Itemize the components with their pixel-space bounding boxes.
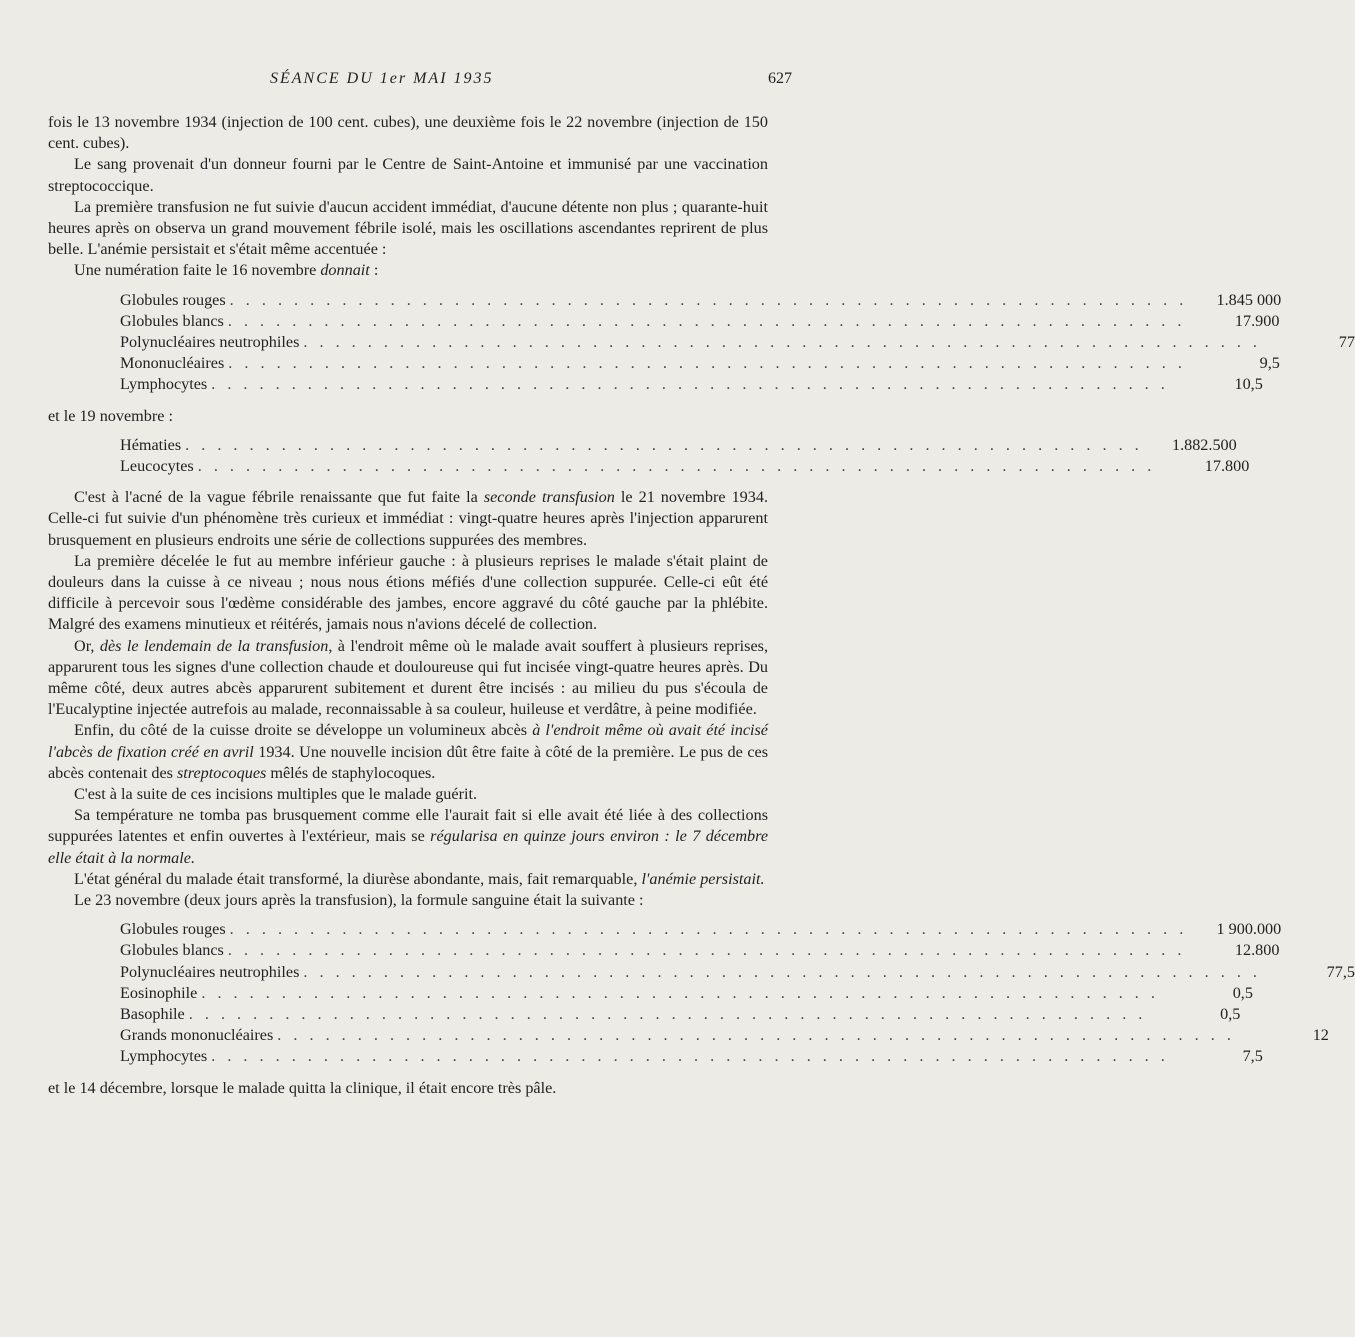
row-value: 77,5 [1326, 962, 1355, 981]
row-label: Lymphocytes [120, 1047, 208, 1066]
row-value: 0,5 [1232, 983, 1253, 1002]
table-row: Polynucléaires neutrophiles . . . . . . . . . . . . . . . . . . . . . . . . . . . . . . . . . . . . . . . . . . . . . . . . . . . . . . . . . . . . 77 [120, 332, 700, 353]
paragraph: C'est à l'acné de la vague fébrile renaissante que fut faite la seconde transfusion le 21 novembre 1934. Celle-ci fut suivie d'un phénomène très curieux et immédiat : vingt-quatre heures après l'injection apparurent brusquement en plusieurs endroits une série de collections suppurées des membres. [48, 488, 768, 549]
table-row: Eosinophile . . . . . . . . . . . . . . . . . . . . . . . . . . . . . . . . . . . . . . . . . . . . . . . . . . . . . . . . . . . . 0,5 [120, 983, 700, 1004]
blood-count-table-2 [120, 435, 1250, 477]
row-label: Hématies [120, 435, 182, 454]
paragraph: Une numération faite le 16 novembre donnait : [74, 261, 379, 280]
table-row: Grands mononucléaires . . . . . . . . . . . . . . . . . . . . . . . . . . . . . . . . . . . . . . . . . . . . . . . . . . . . . . . . . . . . 12 [120, 1025, 700, 1046]
row-label: Leucocytes [120, 456, 194, 475]
article-body [48, 112, 1355, 1099]
paragraph: et le 14 décembre, lorsque le malade quitta la clinique, il était encore très pâle. [48, 1078, 557, 1097]
table-row: Polynucléaires neutrophiles . . . . . . . . . . . . . . . . . . . . . . . . . . . . . . . . . . . . . . . . . . . . . . . . . . . . . . . . . . . . 77,5 [120, 962, 700, 983]
paragraph: L'état général du malade était transformé, la diurèse abondante, mais, fait remarquable, l'anémie persistait. [74, 869, 765, 888]
paragraph: C'est à la suite de ces incisions multiples que le malade guérit. [74, 784, 478, 803]
paragraph: La première transfusion ne fut suivie d'aucun accident immédiat, d'aucune détente non plus ; quarante-huit heures après on observa un grand mouvement fébrile isolé, mais les oscillations ascendantes reprirent de plus belle. L'anémie persistait et s'était même accentuée : [48, 197, 768, 259]
row-value: 17.800 [1204, 456, 1250, 475]
row-label: Globules blancs [120, 311, 224, 330]
row-label: Globules rouges [120, 920, 226, 939]
table-row: Mononucléaires . . . . . . . . . . . . . . . . . . . . . . . . . . . . . . . . . . . . . . . . . . . . . . . . . . . . . . . . . . . . 9,5 [120, 353, 700, 374]
paragraph: Or, dès le lendemain de la transfusion, à l'endroit même où le malade avait souffert à plusieurs reprises, apparurent tous les signes d'une collection chaude et douloureuse qui fut incisée vingt-quatre heures après. Du même côté, deux autres abcès apparurent subitement et durent être incisés : au milieu du pus s'écoula de l'Eucalyptine injectée autrefois au malade, reconnaissable à sa couleur, huileuse et verdâtre, à peine modifiée. [48, 636, 768, 719]
table-row: Globules blancs . . . . . . . . . . . . . . . . . . . . . . . . . . . . . . . . . . . . . . . . . . . . . . . . . . . . . . . . . . . . 12.800 [120, 940, 700, 961]
row-value: 77 [1338, 333, 1355, 351]
paragraph: Le sang provenait d'un donneur fourni par le Centre de Saint-Antoine et immunisé par une vaccination streptococcique. [48, 155, 768, 195]
row-value: 10,5 [1234, 375, 1263, 394]
table-row: Lymphocytes . . . . . . . . . . . . . . . . . . . . . . . . . . . . . . . . . . . . . . . . . . . . . . . . . . . . . . . . . . . . 7,5 [120, 1046, 700, 1067]
blood-count-table-3 [120, 919, 1355, 1067]
row-label: Grands mononucléaires [120, 1026, 274, 1045]
row-value: 9,5 [1259, 354, 1280, 373]
row-value: 12.800 [1234, 941, 1280, 960]
paragraph: fois le 13 novembre 1934 (injection de 100 cent. cubes), une deuxième fois le 22 novembre (injection de 150 cent. cubes). [48, 113, 768, 153]
row-value: 1.845 000 [1216, 290, 1282, 309]
row-value: 17.900 [1234, 311, 1280, 330]
row-label: Polynucléaires neutrophiles [120, 962, 300, 981]
row-label: Globules blancs [120, 941, 224, 960]
paragraph: Enfin, du côté de la cuisse droite se développe un volumineux abcès à l'endroit même où avait été incisé l'abcès de fixation créé en avril 1934. Une nouvelle incision dût être faite à côté de la première. Le pus de ces abcès contenait des streptocoques mêlés de staphylocoques. [48, 721, 768, 782]
row-label: Globules rouges [120, 290, 226, 309]
table-row: Leucocytes . . . . . . . . . . . . . . . . . . . . . . . . . . . . . . . . . . . . . . . . . . . . . . . . . . . . . . . . . . . . 17.800 [120, 456, 700, 477]
paragraph: Le 23 novembre (deux jours après la transfusion), la formule sanguine était la suivante : [74, 891, 644, 909]
table-row: Globules blancs . . . . . . . . . . . . . . . . . . . . . . . . . . . . . . . . . . . . . . . . . . . . . . . . . . . . . . . . . . . . 17.900 [120, 311, 700, 332]
paragraph: Sa température ne tomba pas brusquement comme elle l'aurait fait si elle avait été liée à des collections suppurées latentes et enfin ouvertes à l'extérieur, mais se régularisa en quinze jours environ : le 7 décembre elle était à la normale. [48, 806, 769, 867]
table-row: Lymphocytes . . . . . . . . . . . . . . . . . . . . . . . . . . . . . . . . . . . . . . . . . . . . . . . . . . . . . . . . . . . . 10,5 [120, 374, 700, 395]
table-row: Globules rouges . . . . . . . . . . . . . . . . . . . . . . . . . . . . . . . . . . . . . . . . . . . . . . . . . . . . . . . . . . . . 1.845 000 [120, 290, 700, 311]
row-label: Polynucléaires neutrophiles [120, 333, 300, 351]
row-value: 12 [1312, 1026, 1329, 1045]
paragraph: La première décelée le fut au membre inférieur gauche : à plusieurs reprises le malade s'était plaint de douleurs dans la cuisse à ce niveau ; nous nous étions méfiés d'une collection suppurée. Celle-ci eût été difficile à percevoir sous l'œdème considérable des jambes, encore aggravé du côté gauche par la phlébite. Malgré des examens minutieux et réitérés, jamais nous n'avions décelé de collection. [48, 551, 768, 634]
row-label: Eosinophile [120, 983, 198, 1002]
table-row: Basophile . . . . . . . . . . . . . . . . . . . . . . . . . . . . . . . . . . . . . . . . . . . . . . . . . . . . . . . . . . . . 0,5 [120, 1004, 700, 1025]
running-header [0, 70, 800, 94]
table-row: Hématies . . . . . . . . . . . . . . . . . . . . . . . . . . . . . . . . . . . . . . . . . . . . . . . . . . . . . . . . . . . . 1.882.500 [120, 435, 700, 456]
row-value: 1.882.500 [1171, 435, 1237, 454]
row-label: Lymphocytes [120, 375, 208, 394]
row-value: 7,5 [1242, 1047, 1263, 1066]
row-label: Mononucléaires [120, 354, 225, 373]
row-label: Basophile [120, 1004, 185, 1023]
row-value: 1 900.000 [1216, 920, 1282, 939]
page-number: 627 [768, 70, 792, 87]
blood-count-table-1 [120, 290, 1355, 396]
table-row: Globules rouges . . . . . . . . . . . . . . . . . . . . . . . . . . . . . . . . . . . . . . . . . . . . . . . . . . . . . . . . . . . . 1 900.000 [120, 919, 700, 940]
header-title: SÉANCE DU 1er MAI 1935 [270, 70, 494, 87]
row-value: 0,5 [1220, 1004, 1241, 1023]
paragraph: et le 19 novembre : [48, 406, 173, 425]
